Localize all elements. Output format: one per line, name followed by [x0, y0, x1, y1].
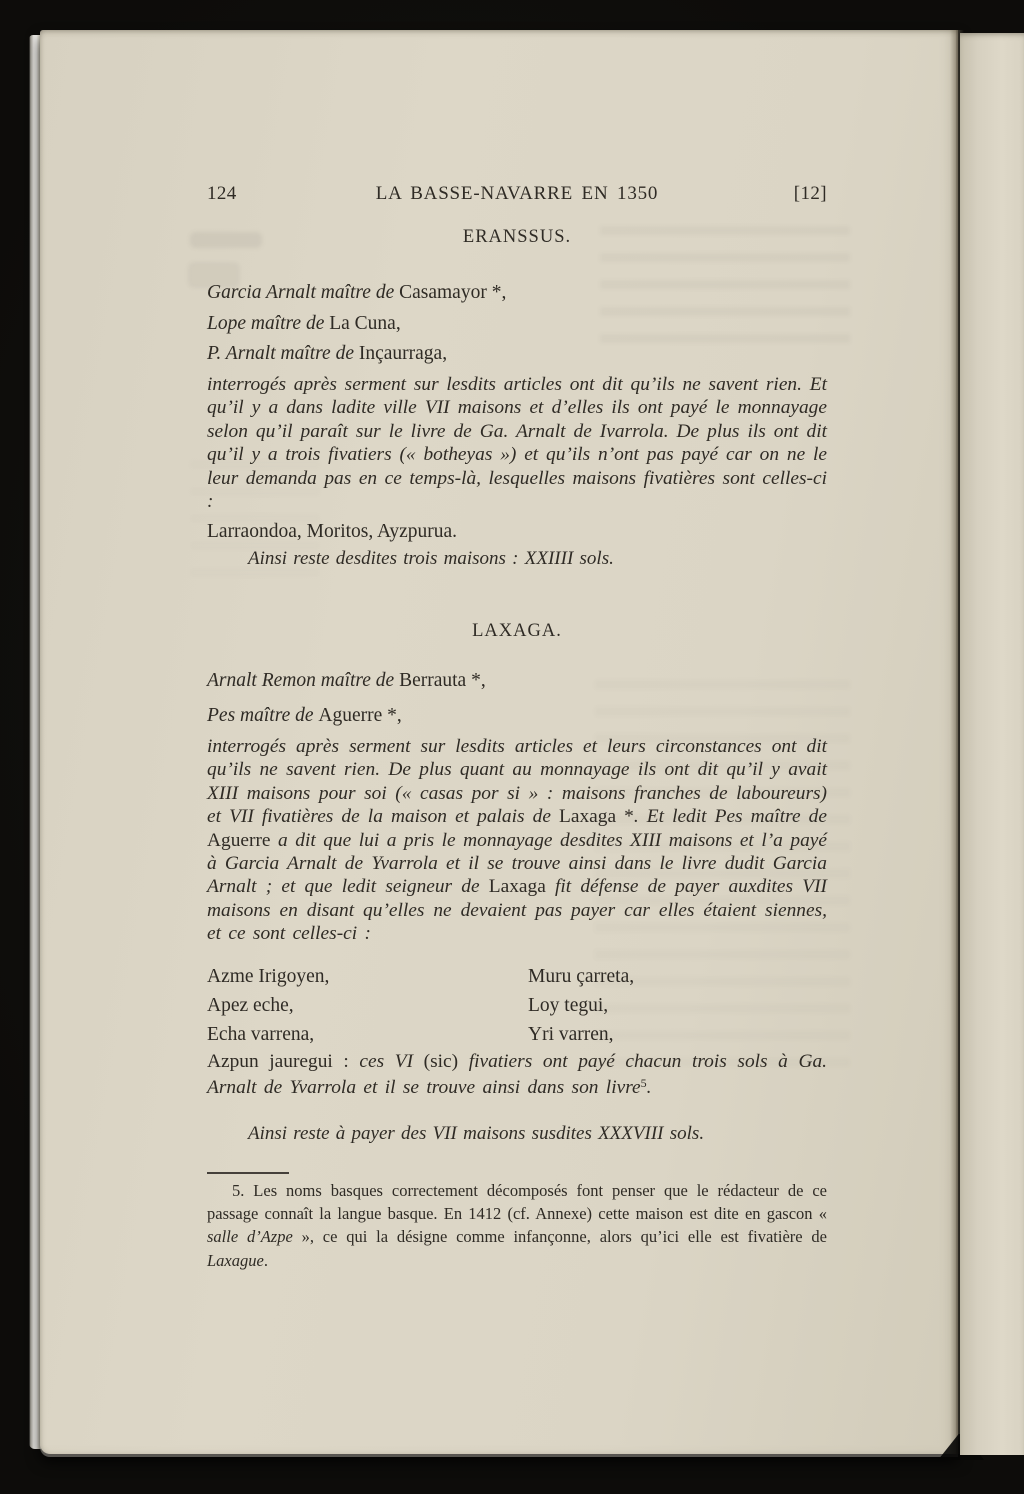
houses-two-column-list [207, 962, 827, 1057]
azpun-paragraph [207, 1049, 827, 1101]
footnote-segment: », ce qui la désigne comme infançonne, alors qu’ici elle est fivatière de [292, 1227, 827, 1247]
paragraph-segment: Azpun jauregui : [207, 1051, 360, 1072]
page-number: 124 [207, 183, 237, 204]
reste-line-laxaga: Ainsi reste à payer des VII maisons susdites XXXVIII sols. [248, 1123, 705, 1144]
footnote-text [207, 1179, 827, 1272]
section-paragraph-eranssus: interrogés après serment sur lesdits articles ont dit qu’ils ne savent rien. Et qu’il y a dans ladite ville VII maisons et d’elles ils ont payé le monnayage selon qu’il paraît sur le livre de Ga. Arnalt de Ivarrola. De plus ils ont dit qu’il y a trois fivatiers (« botheyas ») et qu’ils n’ont pas payé car on ne le leur demanda pas en ce temps-là, lesquelles maisons fivatières sont celles-ci : [207, 374, 827, 513]
master-house: Casamayor *, [399, 282, 507, 303]
master-house: Aguerre *, [318, 705, 402, 726]
master-line [207, 339, 827, 370]
paragraph-segment: fivatiers ont payé chacun trois sols à Ga. Arnalt de Yvarrola et il se trouve ainsi dans son livre [207, 1051, 827, 1098]
house-item: Azme Irigoyen, [207, 966, 330, 987]
master-name: Arnalt Remon maître de [207, 670, 400, 691]
paragraph-segment: Laxaga [488, 876, 546, 898]
masters-list-laxaga [207, 701, 827, 732]
section-heading-laxaga: LAXAGA. [472, 621, 562, 641]
paragraph-segment: . Et ledit Pes maître de [633, 806, 827, 828]
house-item: Apez eche, [207, 995, 294, 1016]
paragraph-segment: interrogés après serment sur lesdits articles et leurs circonstances ont dit qu’ils ne savent rien. De plus quant au monnayage ils ont dit qu’il y avait XIII maisons pour soi (« casas por si » : maisons franches de laboureurs) et VII fivatières de la maison et palais de [207, 736, 827, 828]
footnote-segment: 5. Les noms basques correctement décomposés font penser que le rédacteur de ce passage connaît la langue basque. En 1412 (cf. Annexe) cette maison est dite en gascon « [207, 1181, 827, 1224]
paragraph-segment: . [646, 1077, 652, 1098]
paragraph-segment: (sic) [423, 1051, 469, 1072]
paragraph-segment: Aguerre [207, 829, 271, 851]
master-line [207, 701, 827, 732]
house-item: Loy tegui, [528, 995, 609, 1016]
houses-line-eranssus: Larraondoa, Moritos, Ayzpurua. [207, 521, 458, 542]
master-name: Lope maître de [207, 312, 330, 334]
footnote-segment: salle d’Azpe [207, 1227, 293, 1247]
master-line [207, 309, 827, 340]
master-name: Pes maître de [207, 705, 319, 726]
house-item: Muru çarreta, [528, 966, 635, 987]
master-line [207, 278, 827, 309]
houses-column-left [207, 962, 507, 1049]
master-house: Inçaurraga, [358, 343, 448, 364]
folio-bracket: [12] [793, 183, 827, 204]
master-house: Berrauta *, [399, 670, 486, 691]
paragraph-segment: ces VI [359, 1051, 424, 1072]
section-paragraph-laxaga [207, 735, 827, 946]
book-page [40, 30, 958, 1454]
footnote-segment: Laxague [207, 1250, 264, 1270]
master-name: Garcia Arnalt maître de [207, 282, 400, 303]
section-heading-eranssus: ERANSSUS. [462, 227, 572, 247]
facing-page-sliver [960, 33, 1024, 1455]
house-item: Echa varrena, [207, 1024, 315, 1045]
paragraph-segment: a dit que lui a pris le monnayage desdites XIII maisons et l’a payé à Garcia Arnalt de Yvarrola et il se trouve ainsi dans le livre dudit Garcia Arnalt ; et que ledit seigneur de [207, 829, 827, 898]
paragraph-segment: fit défense de payer auxdites VII maisons en disant qu’elles ne devaient pas payer car elles étaient siennes, et ce sont celles-ci : [207, 876, 827, 945]
footnote-separator-rule [207, 1172, 289, 1174]
house-item: Yri varren, [528, 1024, 614, 1045]
paragraph-segment: Laxaga * [559, 806, 634, 828]
master-name: P. Arnalt maître de [207, 343, 359, 364]
master-house: La Cuna, [329, 312, 401, 334]
reste-line-eranssus: Ainsi reste desdites trois maisons : XXIIII sols. [248, 548, 614, 569]
footnote-reference-5: 5 [640, 1076, 647, 1090]
masters-list-eranssus [207, 278, 827, 370]
footnote-segment: . [263, 1250, 268, 1270]
houses-column-right [528, 962, 828, 1049]
master-line [207, 666, 827, 697]
page-header [207, 183, 827, 205]
running-title: LA BASSE-NAVARRE EN 1350 [375, 183, 659, 204]
masters-list-laxaga [207, 666, 827, 697]
